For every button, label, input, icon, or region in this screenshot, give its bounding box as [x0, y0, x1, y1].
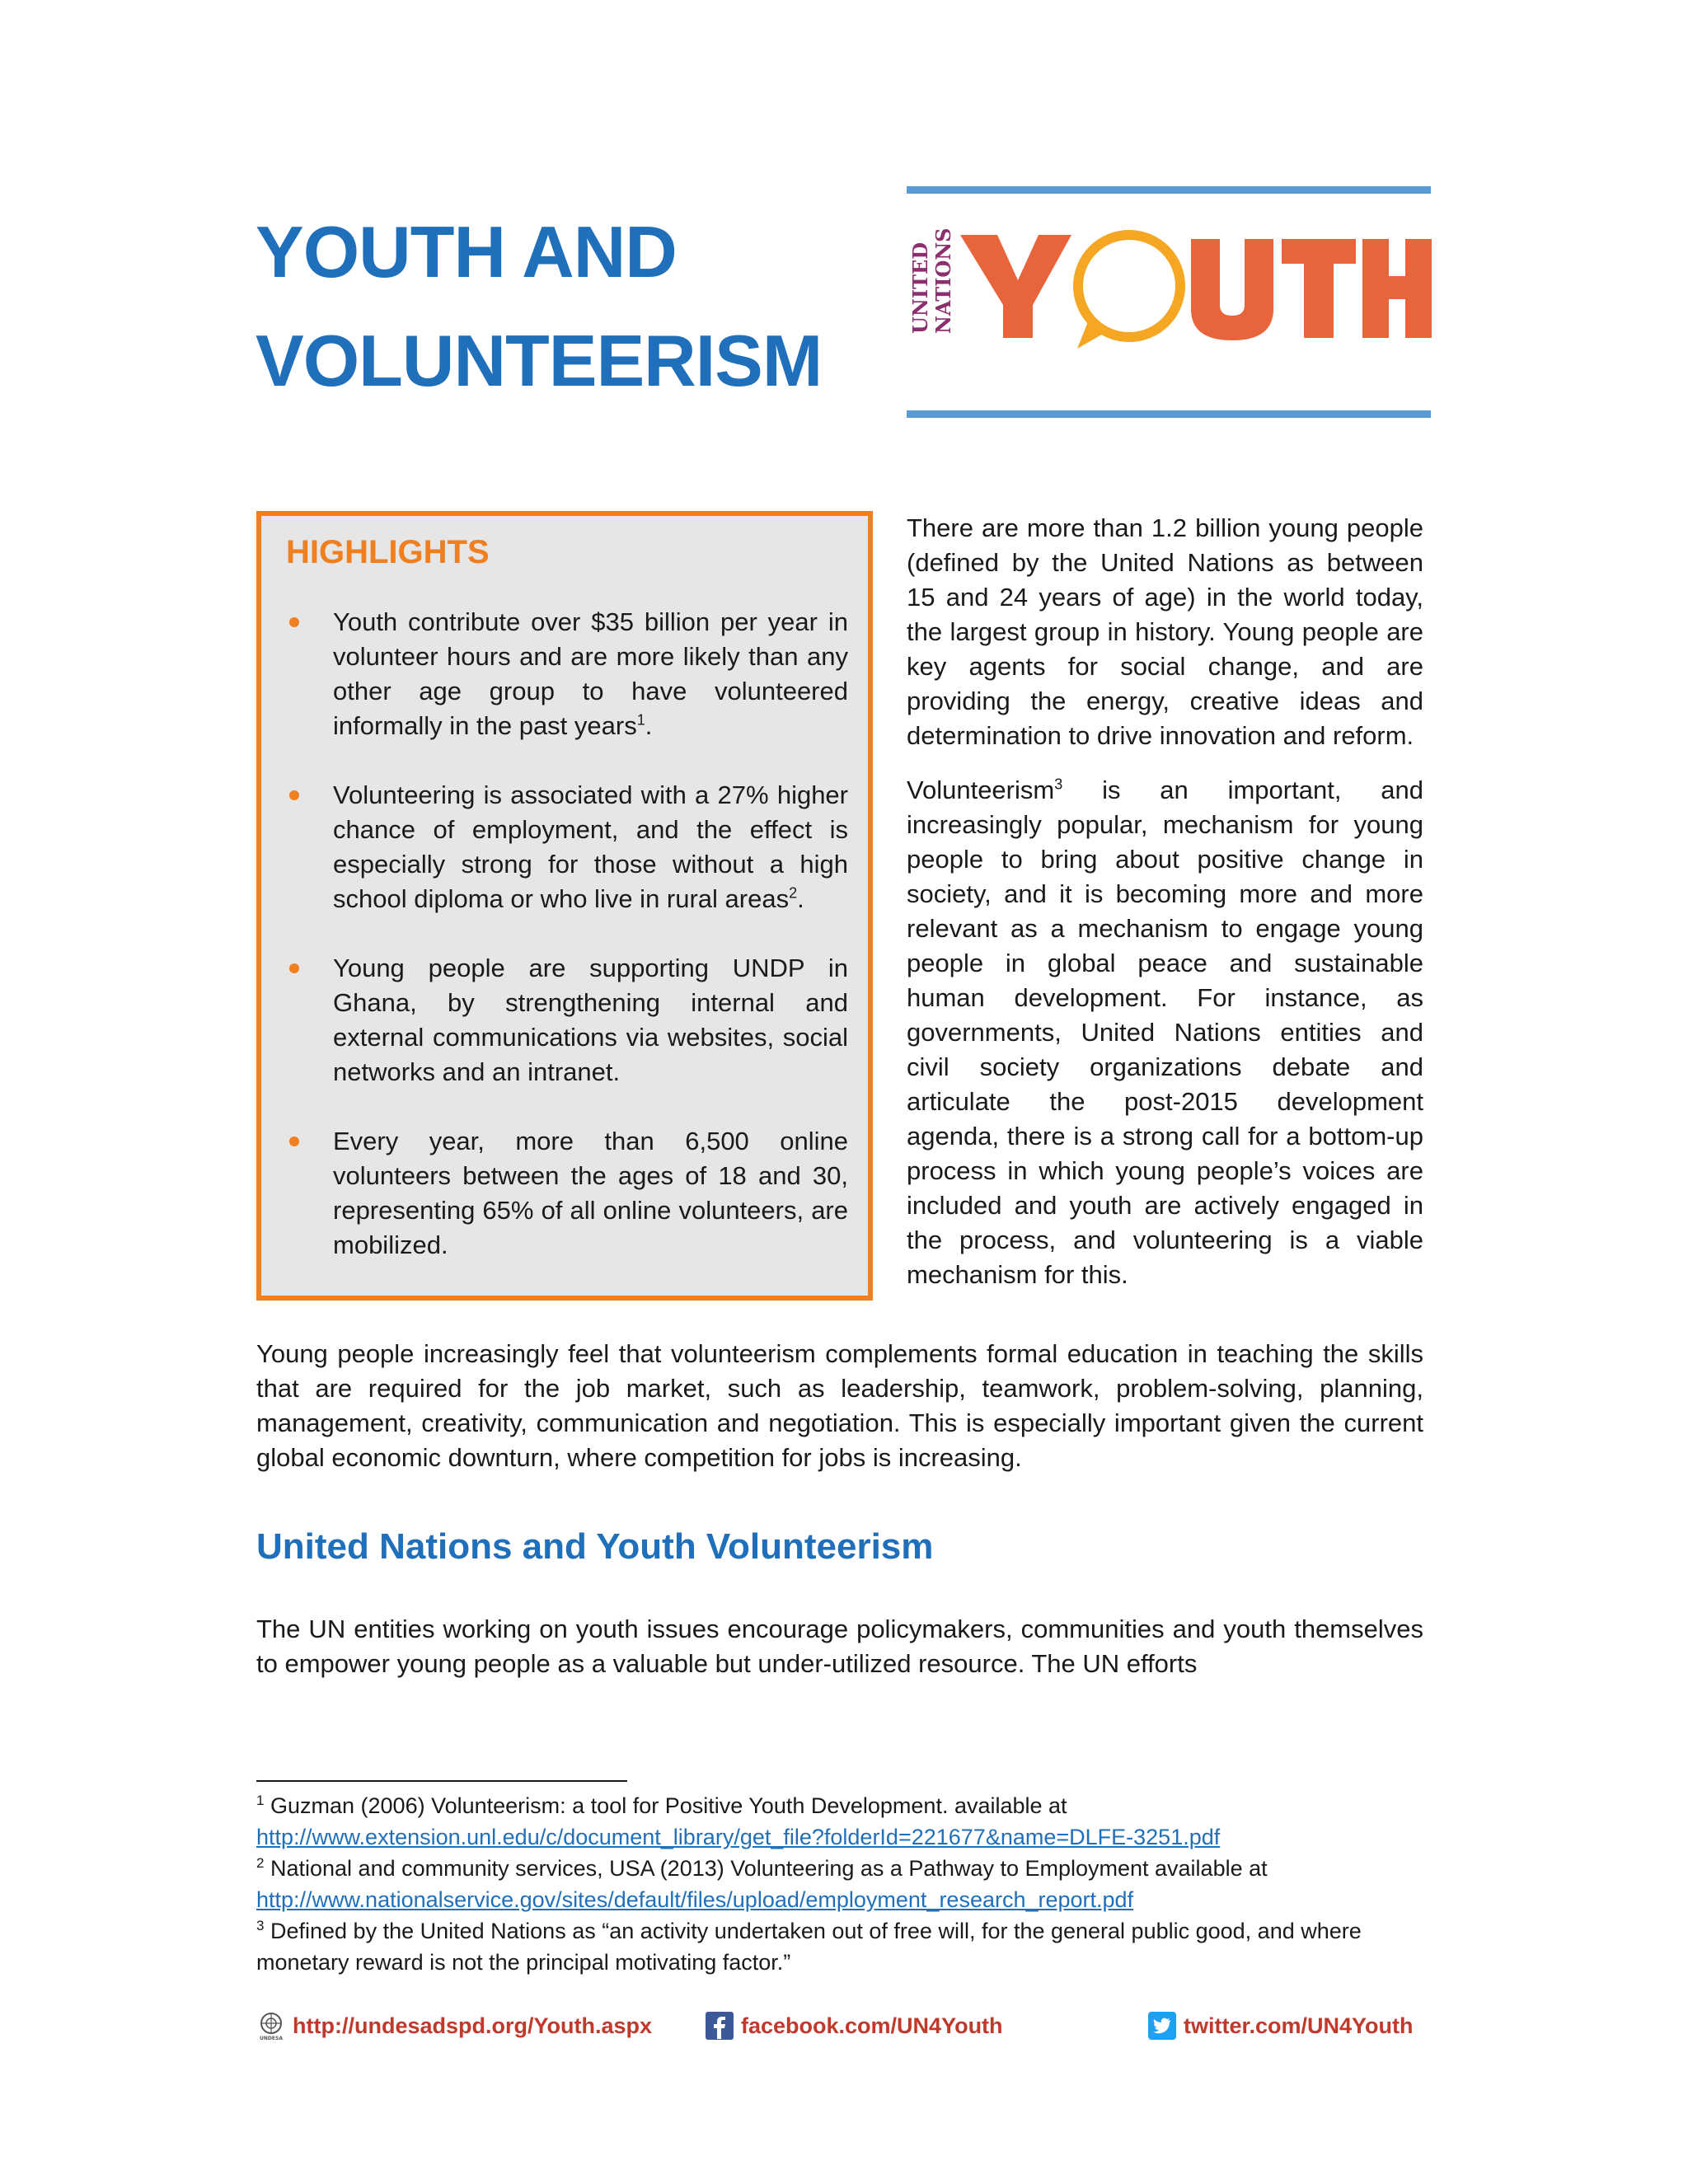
- logo-bottom-rule: [907, 410, 1431, 418]
- footnote-1-link-row: [256, 1821, 1427, 1853]
- footnote-1: $^1$ Guzman (2006) Volunteerism: a tool for Positive Youth Development. available at: [256, 1793, 1067, 1818]
- highlight-item: Every year, more than 6,500 online volunteers between the ages of 18 and 30, representing 65% of all online volunteers, are mobilized.: [288, 1124, 848, 1263]
- body-paragraph: Young people increasingly feel that volunteerism complements formal education in teaching the skills that are required for the job market, such as leadership, teamwork, problem-solving, planning, management, creativity, communication and negotiation. This is especially important given the current global economic downturn, where competition for jobs is increasing.: [256, 1339, 1423, 1472]
- page-title: [256, 198, 822, 415]
- logo-bubble-tail: [1077, 316, 1110, 349]
- intro-paragraph-2: Volunteerism$^3$ is an important, and increasingly popular, mechanism for young people to bring about positive change in society, and it is becoming more and more relevant as a mechanism to engage young people in global peace and sustainable human development. For instance, as governments, United Nations entities and civil society organizations debate and articulate the post-2015 development agenda, there is a strong call for a bottom-up process in which young people’s voices are included and youth are actively engaged in the process, and volunteering is a viable mechanism for this.: [907, 776, 1423, 1289]
- un-emblem-label: UNDESA: [260, 2036, 283, 2041]
- twitter-icon: [1147, 2011, 1177, 2041]
- logo-side-text-1: UNITED: [908, 241, 932, 334]
- footer-website[interactable]: [256, 2011, 652, 2041]
- footnote-2: $^2$ National and community services, USA (2013) Volunteering as a Pathway to Employment available at: [256, 1855, 1268, 1881]
- logo-top-rule: [907, 186, 1431, 194]
- footnote-2-link-row: [256, 1884, 1427, 1915]
- logo-letter-u: [1191, 239, 1273, 340]
- intro-paragraph-1: There are more than 1.2 billion young people (defined by the United Nations as between 15 and 24 years of age) in the world today, the largest group in history. Young people are key agents for social change, and are providing the energy, creative ideas and determination to drive innovation and reform.: [907, 513, 1423, 750]
- highlights-list: [288, 605, 848, 1297]
- intro-column: [907, 511, 1423, 1312]
- footnote-3: $^3$ Defined by the United Nations as “an activity undertaken out of free will, for the general public good, and where monetary reward is not the principal motivating factor.”: [256, 1918, 1362, 1975]
- un-emblem-icon: [256, 2011, 286, 2041]
- facebook-icon: [705, 2011, 734, 2041]
- highlights-box: [256, 511, 873, 1301]
- footnote-2-link[interactable]: http://www.nationalservice.gov/sites/default/files/upload/employment_research_report.pdf: [256, 1887, 1134, 1912]
- highlights-heading: HIGHLIGHTS: [286, 534, 490, 570]
- footnote-separator: [256, 1780, 627, 1782]
- footer-facebook[interactable]: [705, 2011, 1003, 2041]
- highlight-item: Young people are supporting UNDP in Ghana, by strengthening internal and external communications via websites, social networks and an intranet.: [288, 951, 848, 1090]
- footer-twitter[interactable]: [1147, 2011, 1414, 2041]
- un-youth-logo: [894, 210, 1438, 367]
- footnote-1-link[interactable]: http://www.extension.unl.edu/c/document_library/get_file?folderId=221677&name=DLFE-3251.pdf: [256, 1825, 1221, 1849]
- logo-letter-y: [960, 235, 1071, 338]
- footer-website-text: http://undesadspd.org/Youth.aspx: [293, 2013, 652, 2038]
- section-paragraph: The UN entities working on youth issues encourage policymakers, communities and youth themselves to empower young people as a valuable but under-utilized resource. The UN efforts: [256, 1615, 1423, 1678]
- title-line-2: VOLUNTEERISM: [256, 320, 823, 401]
- logo-side-text-2: NATIONS: [931, 227, 955, 334]
- section-heading: United Nations and Youth Volunteerism: [256, 1526, 934, 1567]
- logo-letter-t: [1282, 239, 1356, 338]
- footer-facebook-text: facebook.com/UN4Youth: [741, 2013, 1003, 2038]
- footer-twitter-text: twitter.com/UN4Youth: [1184, 2013, 1414, 2038]
- logo-letter-h: [1362, 239, 1432, 338]
- footnotes: [256, 1790, 1427, 1978]
- title-line-1: YOUTH AND: [256, 211, 677, 293]
- highlight-item: Volunteering is associated with a 27% higher chance of employment, and the effect is especially strong for those without a high school diploma or who live in rural areas$^2$.: [288, 778, 848, 916]
- highlight-item: Youth contribute over $35 billion per year in volunteer hours and are more likely than any other age group to have volunteered informally in the past years$^1$.: [288, 605, 848, 743]
